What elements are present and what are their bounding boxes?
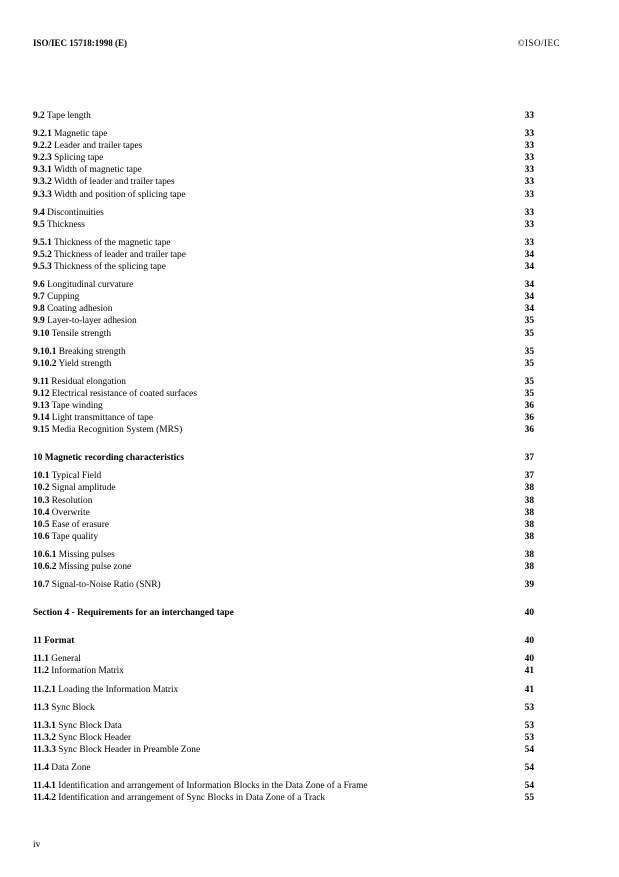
toc-entry[interactable] bbox=[33, 219, 534, 231]
toc-entry-number: 10.6.2 bbox=[33, 562, 57, 572]
toc-entry-title: Loading the Information Matrix bbox=[58, 684, 179, 695]
toc-entry[interactable] bbox=[33, 388, 534, 400]
toc-entry[interactable] bbox=[33, 482, 534, 494]
toc-entry-heading bbox=[33, 412, 153, 424]
toc-entry-page: 55 bbox=[524, 793, 534, 804]
toc-entry-title: Identification and arrangement of Information Blocks in the Data Zone of a Frame bbox=[58, 781, 368, 792]
toc-entry-title: Sync Block Header in Preamble Zone bbox=[58, 744, 201, 755]
toc-entry-heading bbox=[33, 482, 116, 494]
toc-entry[interactable] bbox=[33, 400, 534, 412]
toc-entry-heading bbox=[33, 424, 182, 436]
toc-entry-number: 9.13 bbox=[33, 400, 50, 411]
toc-entry-title: Media Recognition System (MRS) bbox=[51, 425, 183, 436]
toc-entry-title: Ease of erasure bbox=[51, 519, 110, 530]
toc-entry[interactable] bbox=[33, 358, 534, 370]
toc-entry-page: 33 bbox=[524, 219, 534, 230]
toc-entry-number: 9.2.3 bbox=[33, 153, 52, 164]
toc-entry-number: 9.5 bbox=[33, 219, 45, 230]
toc-entry[interactable] bbox=[33, 189, 534, 201]
toc-entry-number: 9.11 bbox=[33, 376, 49, 387]
toc-entry-page: 40 bbox=[524, 636, 534, 647]
document-id: ISO/IEC 15718:1998 (E) bbox=[33, 38, 128, 48]
toc-group bbox=[33, 279, 534, 339]
toc-entry-heading bbox=[33, 128, 107, 140]
toc-group bbox=[33, 346, 534, 370]
toc-entry-heading bbox=[33, 110, 91, 122]
toc-entry-number: 9.6 bbox=[33, 280, 45, 291]
toc-entry-page: 33 bbox=[524, 189, 534, 200]
toc-entry-title: Sync Block Header bbox=[58, 732, 132, 743]
toc-entry-number: 11.2.1 bbox=[33, 684, 56, 695]
toc-entry[interactable] bbox=[33, 549, 534, 561]
toc-entry-page: 35 bbox=[524, 388, 534, 399]
toc-entry-title: Thickness bbox=[46, 219, 85, 230]
toc-entry-page: 40 bbox=[524, 654, 534, 665]
toc-entry-page: 36 bbox=[524, 425, 534, 436]
toc-entry-page: 38 bbox=[524, 531, 534, 542]
toc-entry-page: 34 bbox=[524, 304, 534, 315]
toc-entry-number: 10.6 bbox=[33, 531, 50, 542]
toc-group bbox=[33, 376, 534, 436]
toc-entry-page: 33 bbox=[524, 111, 534, 121]
toc-entry-page: 34 bbox=[524, 280, 534, 291]
toc-entry-page: 37 bbox=[524, 453, 534, 464]
toc-entry-number: 11.4.2 bbox=[33, 793, 56, 804]
toc-entry-page: 38 bbox=[524, 507, 534, 518]
toc-entry-page: 34 bbox=[524, 292, 534, 303]
toc-entry-heading bbox=[33, 261, 166, 273]
toc-entry-heading bbox=[33, 346, 126, 358]
toc-entry[interactable] bbox=[33, 744, 534, 756]
toc-entry-heading bbox=[33, 189, 186, 201]
toc-entry[interactable] bbox=[33, 495, 534, 507]
toc-entry-number: 9.14 bbox=[33, 413, 50, 424]
toc-entry[interactable] bbox=[33, 424, 534, 436]
toc-entry-title: Yield strength bbox=[58, 358, 112, 369]
toc-entry-heading bbox=[33, 315, 137, 327]
toc-entry-heading bbox=[33, 579, 161, 591]
toc-entry-heading bbox=[33, 388, 197, 400]
toc-entry-number: 9.3.2 bbox=[33, 177, 52, 188]
toc-entry-title: Light transmittance of tape bbox=[51, 413, 154, 424]
toc-group bbox=[33, 702, 534, 714]
toc-entry-page: 33 bbox=[524, 153, 534, 164]
toc-entry[interactable] bbox=[33, 732, 534, 744]
toc-entry-page: 38 bbox=[524, 495, 534, 506]
toc-entry-title: Missing pulses bbox=[58, 549, 115, 560]
toc-entry-heading bbox=[33, 452, 184, 464]
toc-entry-heading bbox=[33, 507, 90, 519]
toc-entry-page: 37 bbox=[524, 471, 534, 482]
toc-entry-heading bbox=[33, 561, 131, 573]
toc-group bbox=[33, 579, 534, 591]
toc-entry[interactable] bbox=[33, 684, 534, 696]
toc-entry-page: 35 bbox=[524, 358, 534, 369]
toc-group bbox=[33, 720, 534, 756]
toc-entry-title: Resolution bbox=[51, 495, 93, 506]
toc-entry-number: 10.7 bbox=[33, 580, 50, 591]
toc-entry-page: 38 bbox=[524, 519, 534, 530]
toc-entry-page: 36 bbox=[524, 413, 534, 424]
toc-group bbox=[33, 110, 534, 122]
toc-group bbox=[33, 452, 534, 464]
toc-entry-page: 34 bbox=[524, 262, 534, 273]
toc-entry[interactable] bbox=[33, 507, 534, 519]
toc-entry-heading bbox=[33, 207, 104, 219]
toc-entry-heading bbox=[33, 744, 200, 756]
toc-entry-number: 9.5.1 bbox=[33, 237, 52, 248]
toc-entry-heading bbox=[33, 519, 109, 531]
toc-entry[interactable] bbox=[33, 579, 534, 591]
toc-entry-page: 33 bbox=[524, 165, 534, 176]
toc-entry[interactable] bbox=[33, 110, 534, 122]
toc-entry-number: 9.2.2 bbox=[33, 141, 52, 152]
toc-entry-title: Overwrite bbox=[51, 507, 90, 518]
toc-entry-page: 33 bbox=[524, 177, 534, 188]
toc-entry[interactable] bbox=[33, 470, 534, 482]
toc-entry-number: 9.2.1 bbox=[33, 129, 52, 140]
toc-entry-heading bbox=[33, 279, 133, 291]
toc-entry[interactable] bbox=[33, 412, 534, 424]
toc-entry-page: 40 bbox=[524, 608, 534, 619]
toc-entry-number: 9.4 bbox=[33, 207, 45, 218]
toc-entry-number: 9.5.3 bbox=[33, 262, 52, 273]
toc-entry-title: Electrical resistance of coated surfaces bbox=[51, 388, 197, 399]
toc-entry-number: 11.3 bbox=[33, 702, 49, 713]
toc-group bbox=[33, 207, 534, 231]
toc-entry-title: Width and position of splicing tape bbox=[53, 189, 186, 200]
toc-entry-page: 38 bbox=[524, 562, 534, 572]
toc-entry-page: 38 bbox=[524, 483, 534, 494]
toc-entry-number: 11.3.1 bbox=[33, 720, 56, 731]
toc-entry-heading bbox=[33, 328, 111, 340]
toc-entry-number: 10.4 bbox=[33, 507, 50, 518]
toc-entry-title: Missing pulse zone bbox=[58, 562, 132, 572]
toc-entry-heading bbox=[33, 376, 126, 388]
toc-entry-heading bbox=[33, 470, 101, 482]
toc-entry-heading bbox=[33, 176, 175, 188]
toc-entry-heading bbox=[33, 684, 178, 696]
toc-entry-number: 9.2 bbox=[33, 111, 45, 121]
toc-entry-heading bbox=[33, 164, 142, 176]
toc-entry[interactable] bbox=[33, 315, 534, 327]
toc-entry-title: Breaking strength bbox=[58, 346, 126, 357]
toc-entry[interactable] bbox=[33, 665, 534, 677]
toc-entry[interactable] bbox=[33, 207, 534, 219]
toc-entry[interactable] bbox=[33, 792, 534, 804]
toc-entry[interactable] bbox=[33, 128, 534, 140]
toc-entry-title: Signal-to-Noise Ratio (SNR) bbox=[51, 580, 161, 591]
toc-entry-title: Residual elongation bbox=[51, 376, 126, 387]
toc-entry-number: 9.5.2 bbox=[33, 249, 52, 260]
toc-entry-title: Data Zone bbox=[51, 763, 91, 774]
toc-entry[interactable] bbox=[33, 780, 534, 792]
toc-group bbox=[33, 653, 534, 677]
toc-entry-title: Information Matrix bbox=[51, 666, 124, 677]
toc-entry-page: 33 bbox=[524, 129, 534, 140]
toc-entry-page: 35 bbox=[524, 328, 534, 339]
toc-entry-page: 35 bbox=[524, 376, 534, 387]
table-of-contents bbox=[33, 110, 534, 804]
toc-entry[interactable] bbox=[33, 635, 534, 647]
toc-entry-title: Tape length bbox=[46, 111, 91, 121]
toc-entry-title: Magnetic tape bbox=[54, 129, 108, 140]
toc-group bbox=[33, 607, 534, 619]
toc-entry-title: Signal amplitude bbox=[51, 483, 116, 494]
toc-entry-heading bbox=[33, 400, 103, 412]
toc-entry-heading bbox=[33, 635, 74, 647]
toc-entry-number: 9.10 bbox=[33, 328, 50, 339]
toc-entry-number: 10.5 bbox=[33, 519, 50, 530]
toc-entry-page: 38 bbox=[524, 549, 534, 560]
toc-entry-heading bbox=[33, 291, 79, 303]
toc-entry-heading bbox=[33, 549, 115, 561]
toc-entry[interactable] bbox=[33, 176, 534, 188]
toc-entry-title: Tape quality bbox=[51, 531, 99, 542]
toc-entry-title: Cupping bbox=[47, 292, 80, 303]
copyright-notice: ©ISO/IEC bbox=[517, 38, 560, 48]
toc-entry-page: 33 bbox=[524, 141, 534, 152]
toc-entry-title: 10 Magnetic recording characteristics bbox=[33, 453, 185, 464]
toc-entry-number: 9.9 bbox=[33, 316, 45, 327]
toc-entry-page: 54 bbox=[524, 781, 534, 792]
toc-entry-heading bbox=[33, 665, 124, 677]
toc-entry-heading bbox=[33, 237, 171, 249]
toc-entry-heading bbox=[33, 607, 234, 619]
toc-group bbox=[33, 684, 534, 696]
toc-entry-heading bbox=[33, 495, 92, 507]
toc-entry-page: 39 bbox=[524, 580, 534, 591]
toc-entry[interactable] bbox=[33, 452, 534, 464]
toc-entry-heading bbox=[33, 249, 186, 261]
toc-entry-number: 10.2 bbox=[33, 483, 50, 494]
toc-entry-title: Thickness of the splicing tape bbox=[53, 262, 166, 273]
toc-entry[interactable] bbox=[33, 762, 534, 774]
toc-entry-page: 36 bbox=[524, 400, 534, 411]
toc-entry-title: Layer-to-layer adhesion bbox=[47, 316, 137, 327]
toc-entry[interactable] bbox=[33, 164, 534, 176]
toc-entry-title: Sync Block bbox=[51, 702, 95, 713]
toc-entry-heading bbox=[33, 780, 368, 792]
toc-group bbox=[33, 549, 534, 573]
toc-entry-number: 9.3.1 bbox=[33, 165, 52, 176]
toc-entry-title: Width of magnetic tape bbox=[53, 165, 142, 176]
toc-entry-page: 35 bbox=[524, 346, 534, 357]
toc-entry-heading bbox=[33, 358, 111, 370]
toc-entry-title: Sync Block Data bbox=[58, 720, 122, 731]
toc-entry-title: General bbox=[51, 654, 81, 665]
toc-entry-number: 10.6.1 bbox=[33, 549, 57, 560]
toc-entry-title: Coating adhesion bbox=[47, 304, 113, 315]
toc-entry-title: Section 4 - Requirements for an interchanged tape bbox=[33, 608, 234, 619]
toc-entry[interactable] bbox=[33, 702, 534, 714]
toc-entry-heading bbox=[33, 303, 112, 315]
toc-entry-heading bbox=[33, 219, 85, 231]
toc-entry-number: 10.1 bbox=[33, 471, 50, 482]
toc-entry-title: Leader and trailer tapes bbox=[54, 141, 143, 152]
toc-entry-title: Identification and arrangement of Sync Blocks in Data Zone of a Track bbox=[58, 793, 326, 804]
toc-entry-page: 53 bbox=[524, 732, 534, 743]
toc-entry-number: 11.3.3 bbox=[33, 744, 56, 755]
toc-group bbox=[33, 762, 534, 774]
toc-entry-title: Tensile strength bbox=[51, 328, 112, 339]
toc-entry-title: Thickness of leader and trailer tape bbox=[53, 249, 186, 260]
toc-entry-page: 41 bbox=[524, 684, 534, 695]
page-number: iv bbox=[33, 840, 41, 850]
toc-entry-number: 9.7 bbox=[33, 292, 45, 303]
toc-entry[interactable] bbox=[33, 291, 534, 303]
toc-group bbox=[33, 470, 534, 543]
toc-entry-heading bbox=[33, 531, 98, 543]
toc-entry[interactable] bbox=[33, 140, 534, 152]
toc-group bbox=[33, 128, 534, 201]
toc-entry-page: 53 bbox=[524, 720, 534, 731]
toc-entry[interactable] bbox=[33, 561, 534, 573]
toc-entry-title: Longitudinal curvature bbox=[47, 280, 134, 291]
toc-entry-number: 11.1 bbox=[33, 654, 49, 665]
toc-entry-page: 54 bbox=[524, 744, 534, 755]
toc-entry[interactable] bbox=[33, 519, 534, 531]
toc-entry-heading bbox=[33, 762, 91, 774]
toc-entry-page: 53 bbox=[524, 702, 534, 713]
toc-entry-page: 41 bbox=[524, 666, 534, 677]
toc-entry-number: 9.15 bbox=[33, 425, 50, 436]
toc-entry-number: 9.3.3 bbox=[33, 189, 52, 200]
toc-entry[interactable] bbox=[33, 376, 534, 388]
toc-entry-number: 9.10.1 bbox=[33, 346, 57, 357]
toc-entry-title: Tape winding bbox=[51, 400, 103, 411]
toc-entry-page: 34 bbox=[524, 249, 534, 260]
toc-entry-number: 10.3 bbox=[33, 495, 50, 506]
toc-entry-heading bbox=[33, 653, 81, 665]
toc-entry-number: 11.3.2 bbox=[33, 732, 56, 743]
toc-entry-heading bbox=[33, 140, 142, 152]
toc-entry[interactable] bbox=[33, 279, 534, 291]
toc-entry[interactable] bbox=[33, 328, 534, 340]
toc-entry-title: Discontinuities bbox=[47, 207, 104, 218]
toc-entry-number: 9.8 bbox=[33, 304, 45, 315]
toc-entry-title: Splicing tape bbox=[54, 153, 104, 164]
toc-entry-title: Width of leader and trailer tapes bbox=[53, 177, 175, 188]
toc-entry-page: 35 bbox=[524, 316, 534, 327]
toc-entry-number: 11.4 bbox=[33, 763, 49, 774]
toc-entry-page: 33 bbox=[524, 237, 534, 248]
toc-entry[interactable] bbox=[33, 653, 534, 665]
toc-entry-number: 9.10.2 bbox=[33, 358, 57, 369]
toc-entry[interactable] bbox=[33, 346, 534, 358]
toc-entry[interactable] bbox=[33, 303, 534, 315]
toc-entry[interactable] bbox=[33, 607, 534, 619]
toc-entry-heading bbox=[33, 792, 325, 804]
toc-group bbox=[33, 780, 534, 804]
toc-entry-heading bbox=[33, 702, 95, 714]
toc-entry-number: 11.2 bbox=[33, 666, 49, 677]
toc-entry[interactable] bbox=[33, 531, 534, 543]
toc-entry-page: 33 bbox=[524, 207, 534, 218]
toc-entry-title: Thickness of the magnetic tape bbox=[53, 237, 171, 248]
toc-entry[interactable] bbox=[33, 249, 534, 261]
toc-entry-number: 9.12 bbox=[33, 388, 50, 399]
toc-entry-title: Typical Field bbox=[51, 471, 102, 482]
toc-entry[interactable] bbox=[33, 261, 534, 273]
toc-entry-heading bbox=[33, 720, 122, 732]
toc-entry-heading bbox=[33, 152, 103, 164]
toc-group bbox=[33, 635, 534, 647]
toc-group bbox=[33, 237, 534, 273]
toc-entry-title: 11 Format bbox=[33, 636, 75, 647]
toc-entry[interactable] bbox=[33, 720, 534, 732]
toc-entry-number: 11.4.1 bbox=[33, 781, 56, 792]
toc-entry-heading bbox=[33, 732, 131, 744]
toc-entry-page: 54 bbox=[524, 763, 534, 774]
toc-entry[interactable] bbox=[33, 237, 534, 249]
toc-entry[interactable] bbox=[33, 152, 534, 164]
